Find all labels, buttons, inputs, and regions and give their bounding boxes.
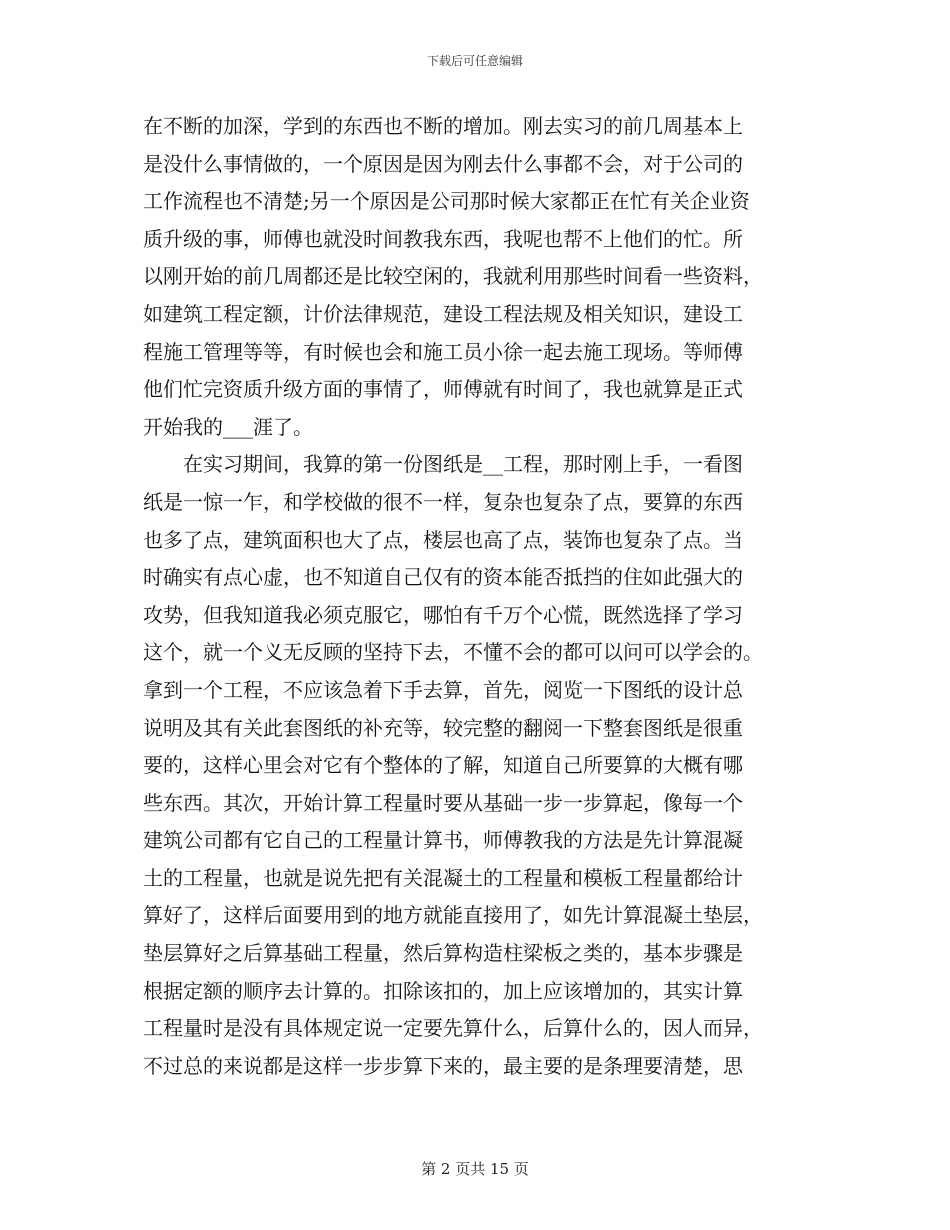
text-line: 也多了点，建筑面积也大了点，楼层也高了点，装饰也复杂了点。当 [143, 527, 743, 552]
text-line: 时确实有点心虚，也不知道自己仅有的资本能否抵挡的住如此强大的 [143, 565, 743, 590]
text-line: 垫层算好之后算基础工程量，然后算构造柱梁板之类的，基本步骤是 [143, 941, 743, 966]
text-line: 质升级的事，师傅也就没时间教我东西，我呢也帮不上他们的忙。所 [143, 226, 743, 251]
text-line: 如建筑工程定额，计价法律规范，建设工程法规及相关知识，建设工 [143, 301, 743, 326]
text-line: 说明及其有关此套图纸的补充等，较完整的翻阅一下整套图纸是很重 [143, 715, 743, 740]
document-body [143, 108, 803, 1085]
text-line: 算好了，这样后面要用到的地方就能直接用了，如先计算混凝土垫层， [143, 903, 763, 928]
text-line: 工作流程也不清楚;另一个原因是公司那时候大家都正在忙有关企业资 [143, 189, 750, 214]
text-line: 不过总的来说都是这样一步步算下来的，最主要的是条理要清楚，思 [143, 1053, 743, 1078]
text-line: 纸是一惊一乍，和学校做的很不一样，复杂也复杂了点，要算的东西 [143, 489, 743, 514]
text-line: 土的工程量，也就是说先把有关混凝土的工程量和模板工程量都给计 [143, 865, 743, 890]
text-line: 拿到一个工程，不应该急着下手去算，首先，阅览一下图纸的设计总 [143, 677, 743, 702]
text-line: 根据定额的顺序去计算的。扣除该扣的，加上应该增加的，其实计算 [143, 978, 743, 1003]
text-line: 建筑公司都有它自己的工程量计算书，师傅教我的方法是先计算混凝 [143, 828, 743, 853]
text-line: 要的，这样心里会对它有个整体的了解，知道自己所要算的大概有哪 [143, 753, 743, 778]
text-line: 工程量时是没有具体规定说一定要先算什么，后算什么的，因人而异， [143, 1016, 763, 1041]
text-line: 在不断的加深，学到的东西也不断的增加。刚去实习的前几周基本上 [143, 114, 743, 138]
text-line: 以刚开始的前几周都还是比较空闲的，我就利用那些时间看一些资料， [143, 264, 763, 289]
text-line: 些东西。其次，开始计算工程量时要从基础一步一步算起，像每一个 [143, 790, 743, 815]
text-line: 在实习期间，我算的第一份图纸是__工程，那时刚上手，一看图 [143, 452, 743, 477]
text-line: 是没什么事情做的，一个原因是因为刚去什么事都不会，对于公司的 [143, 151, 743, 176]
page-header: 下载后可任意编辑 [426, 54, 523, 68]
page-footer: 第 2 页共 15 页 [421, 1160, 529, 1178]
text-line: 攻势，但我知道我必须克服它，哪怕有千万个心慌，既然选择了学习 [143, 602, 743, 627]
text-line: 这个，就一个义无反顾的坚持下去，不懂不会的都可以问可以学会的。 [143, 640, 763, 665]
text-line: 他们忙完资质升级方面的事情了，师傅就有时间了，我也就算是正式 [143, 377, 743, 402]
text-line: 开始我的___涯了。 [143, 414, 313, 439]
text-line: 程施工管理等等，有时候也会和施工员小徐一起去施工现场。等师傅 [143, 339, 743, 364]
